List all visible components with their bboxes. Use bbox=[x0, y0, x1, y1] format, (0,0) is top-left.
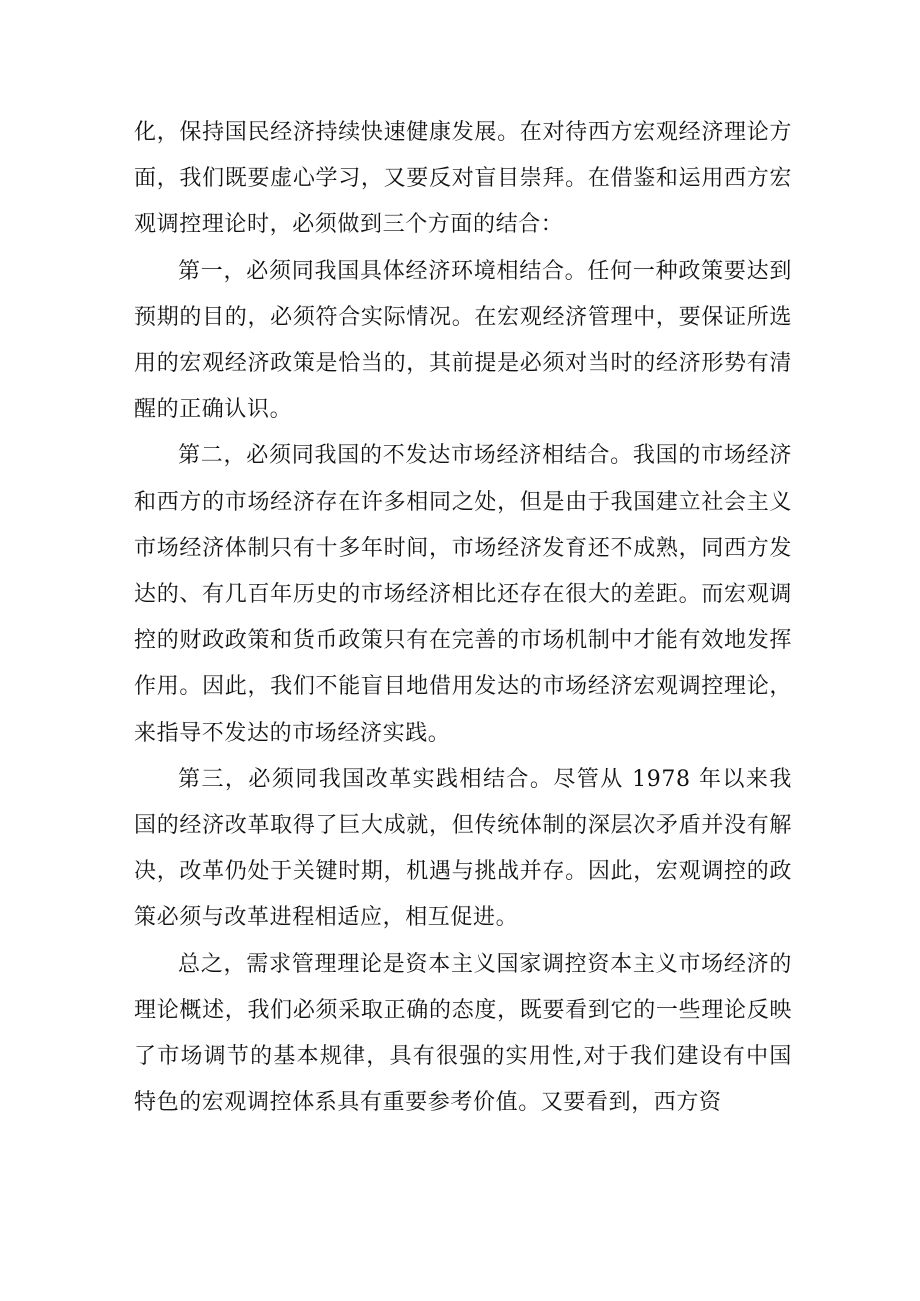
paragraph-continuation: 化，保持国民经济持续快速健康发展。在对待西方宏观经济理论方面，我们既要虚心学习，又要反对盲目崇拜。在借鉴和运用西方宏观调控理论时，必须做到三个方面的结合： bbox=[134, 120, 792, 238]
paragraph-second-point: 第二，必须同我国的不发达市场经济相结合。我国的市场经济和西方的市场经济存在许多相同之处，但是由于我国建立社会主义市场经济体制只有十多年时间，市场经济发育还不成熟，同西方发达的、有几百年历史的市场经济相比还存在很大的差距。而宏观调控的财政政策和货币政策只有在完善的市场机制中才能有效地发挥作用。因此，我们不能盲目地借用发达的市场经济宏观调控理论，来指导不发达的市场经济实践。 bbox=[134, 443, 792, 746]
paragraph-summary: 总之，需求管理理论是资本主义国家调控资本主义市场经济的理论概述，我们必须采取正确的态度，既要看到它的一些理论反映了市场调节的基本规律，具有很强的实用性,对于我们建设有中国特色的宏观调控体系具有重要参考价值。又要看到，西方资 bbox=[134, 951, 792, 1116]
document-body bbox=[134, 110, 792, 1126]
paragraph-first-point: 第一，必须同我国具体经济环境相结合。任何一种政策要达到预期的目的，必须符合实际情况。在宏观经济管理中，要保证所选用的宏观经济政策是恰当的，其前提是必须对当时的经济形势有清醒的正确认识。 bbox=[134, 258, 792, 423]
paragraph-third-point: 第三，必须同我国改革实践相结合。尽管从 1978 年以来我国的经济改革取得了巨大成就，但传统体制的深层次矛盾并没有解决，改革仍处于关键时期，机遇与挑战并存。因此，宏观调控的政策必须与改革进程相适应，相互促进。 bbox=[134, 766, 792, 931]
